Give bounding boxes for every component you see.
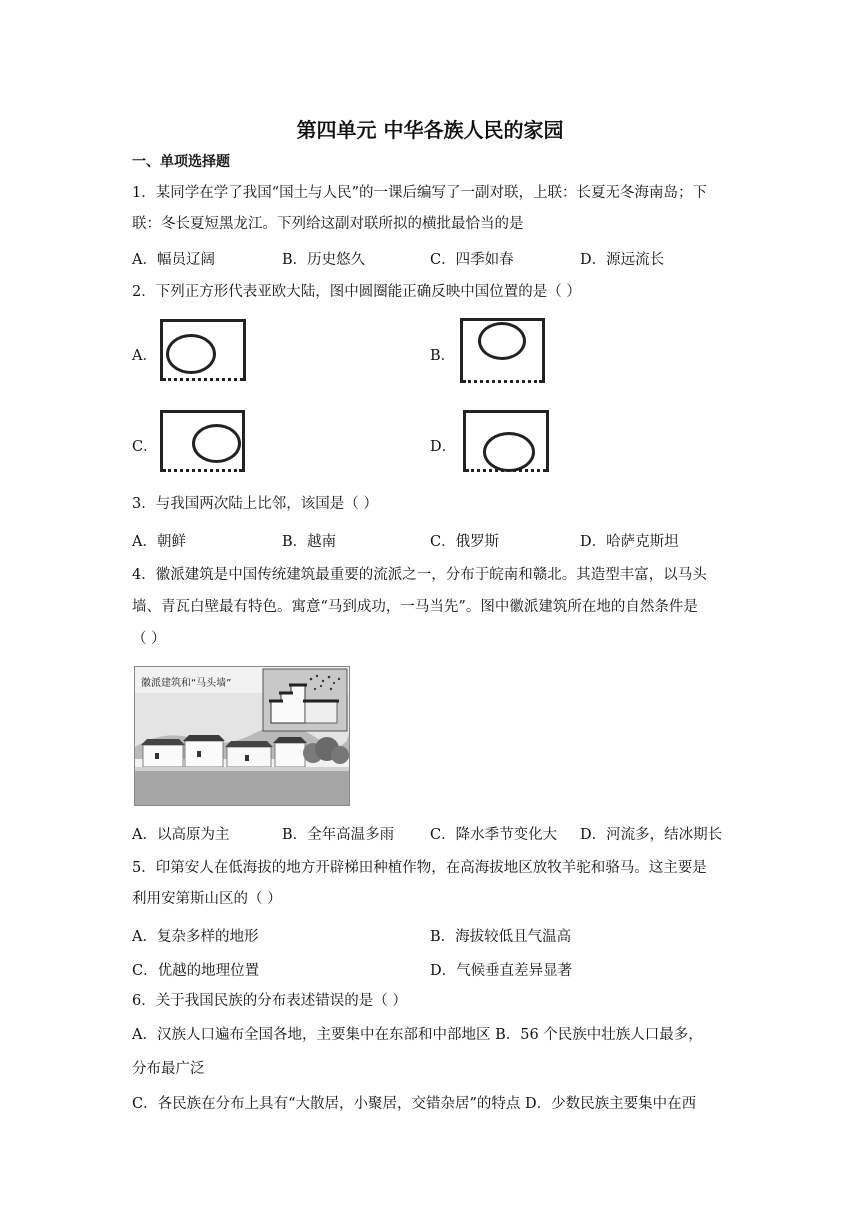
- q6-option-b-continued[interactable]: 分布最广泛: [132, 1061, 205, 1077]
- q1-option-c[interactable]: C．四季如春: [430, 252, 514, 268]
- dotted-boundary: [163, 378, 243, 381]
- q6-stem: 6．关于我国民族的分布表述错误的是（ ）: [132, 993, 407, 1009]
- huizhou-architecture-photo: [134, 666, 350, 806]
- q1-option-a[interactable]: A．幅员辽阔: [132, 252, 215, 268]
- q2-option-b-label[interactable]: B．: [430, 348, 456, 364]
- q4-option-b[interactable]: B．全年高温多雨: [282, 827, 395, 843]
- q2-option-a-label[interactable]: A．: [132, 348, 157, 364]
- q3-option-a[interactable]: A．朝鲜: [132, 534, 186, 550]
- dotted-boundary: [463, 380, 542, 383]
- q2-stem: 2．下列正方形代表亚欧大陆，图中圆圈能正确反映中国位置的是（ ）: [132, 284, 581, 300]
- q2-option-d-map[interactable]: [463, 410, 549, 472]
- china-position-circle: [483, 432, 535, 472]
- q5-stem-line2: 利用安第斯山区的（ ）: [132, 891, 282, 907]
- q4-stem-line2: 墙、青瓦白壁最有特色。寓意“马到成功，一马当先”。图中徽派建筑所在地的自然条件是: [132, 599, 698, 615]
- q5-option-b[interactable]: B．海拔较低且气温高: [430, 929, 572, 945]
- china-position-circle: [166, 334, 216, 374]
- china-position-circle: [192, 424, 241, 463]
- q2-option-d-label[interactable]: D．: [430, 439, 457, 455]
- q1-stem-line2: 联：冬长夏短黑龙江。下列给这副对联所拟的横批最恰当的是: [132, 216, 524, 232]
- q6-option-a-b-line[interactable]: A．汉族人口遍布全国各地，主要集中在东部和中部地区 B．56 个民族中壮族人口最多，: [132, 1027, 703, 1043]
- q5-stem-line1: 5．印第安人在低海拔的地方开辟梯田种植作物，在高海拔地区放牧羊驼和骆马。这主要是: [132, 860, 707, 876]
- q4-stem-line3: （ ）: [132, 631, 166, 647]
- q1-option-d[interactable]: D．源远流长: [580, 252, 665, 268]
- q1-stem-line1: 1．某同学在学了我国“国土与人民”的一课后编写了一副对联，上联：长夏无冬海南岛；下: [132, 185, 708, 201]
- section-heading: 一、单项选择题: [132, 154, 230, 170]
- q2-option-a-map[interactable]: [160, 319, 246, 381]
- q2-option-c-map[interactable]: [160, 410, 245, 472]
- q4-stem-line1: 4．徽派建筑是中国传统建筑最重要的流派之一，分布于皖南和赣北。其造型丰富，以马头: [132, 567, 707, 583]
- q4-option-c[interactable]: C．降水季节变化大: [430, 827, 558, 843]
- dotted-boundary: [163, 469, 242, 472]
- photo-caption: 徽派建筑和“马头墙”: [141, 678, 232, 689]
- q1-option-b[interactable]: B．历史悠久: [282, 252, 366, 268]
- q3-option-c[interactable]: C．俄罗斯: [430, 534, 500, 550]
- q3-option-d[interactable]: D．哈萨克斯坦: [580, 534, 679, 550]
- dotted-boundary: [466, 469, 546, 472]
- q5-option-a[interactable]: A．复杂多样的地形: [132, 929, 259, 945]
- china-position-circle: [478, 322, 526, 360]
- q3-stem: 3．与我国两次陆上比邻，该国是（ ）: [132, 496, 378, 512]
- q6-option-c-d-line[interactable]: C．各民族在分布上具有“大散居，小聚居，交错杂居”的特点 D．少数民族主要集中在西: [132, 1096, 697, 1112]
- q2-option-b-map[interactable]: [460, 318, 545, 383]
- q4-option-d[interactable]: D．河流多，结冰期长: [580, 827, 723, 843]
- q2-option-c-label[interactable]: C．: [132, 439, 158, 455]
- q4-option-a[interactable]: A．以高原为主: [132, 827, 230, 843]
- q5-option-d[interactable]: D．气候垂直差异显著: [430, 963, 573, 979]
- page-title: 第四单元 中华各族人民的家园: [296, 118, 564, 142]
- q5-option-c[interactable]: C．优越的地理位置: [132, 963, 260, 979]
- q3-option-b[interactable]: B．越南: [282, 534, 337, 550]
